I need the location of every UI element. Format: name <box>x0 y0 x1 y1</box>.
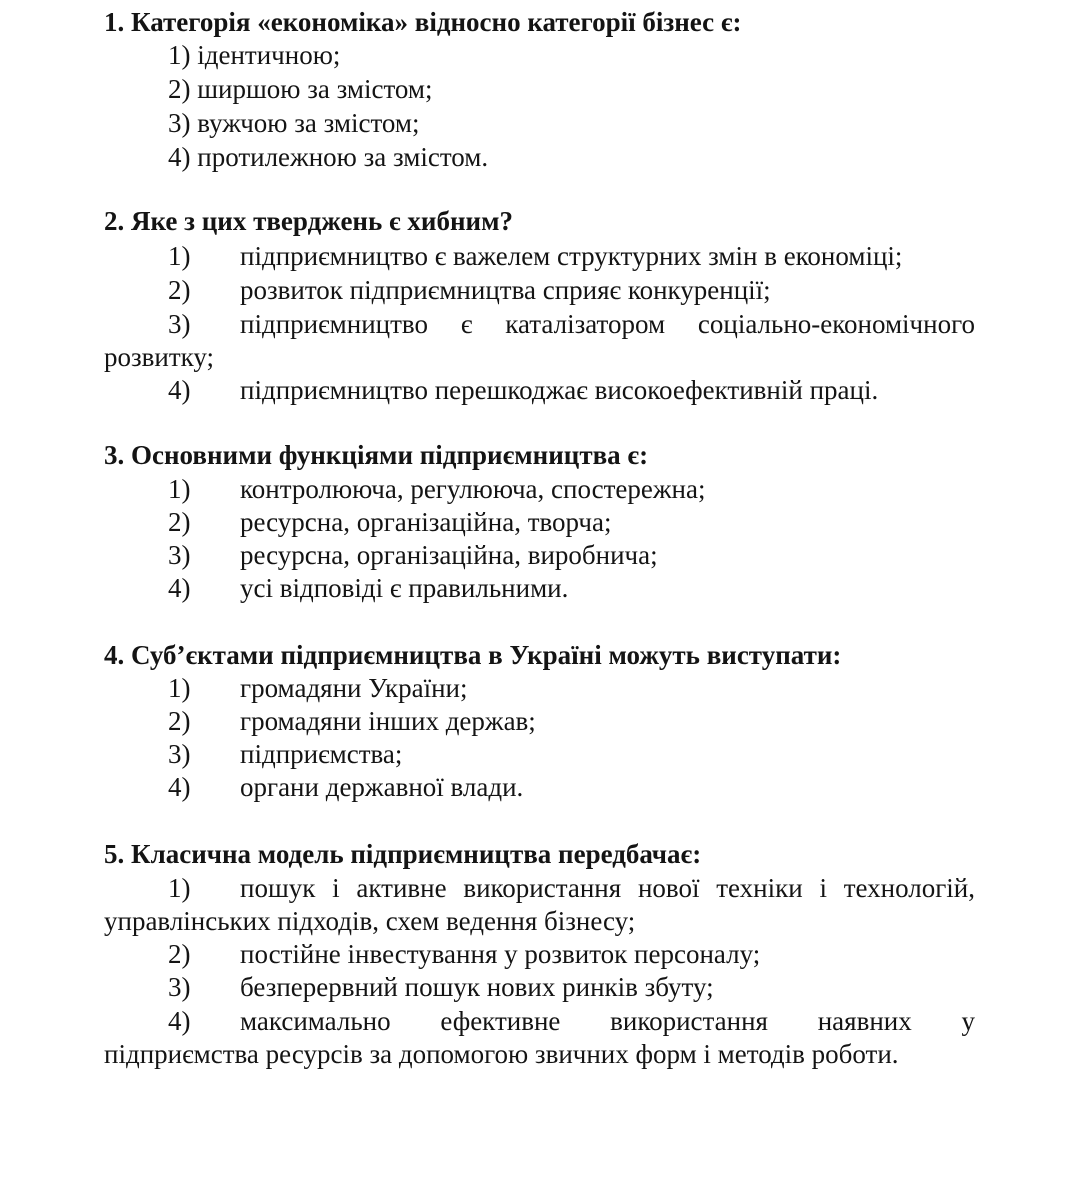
question-4-option-4: органи державної влади. <box>240 772 524 802</box>
question-3-option-2-number: 2) <box>168 507 191 537</box>
question-4-option-2-number: 2) <box>168 706 191 736</box>
option-word: використання <box>610 1006 768 1036</box>
option-word: і <box>332 873 340 903</box>
question-2-option-3 <box>240 307 975 341</box>
question-2-option-1: підприємництво є важелем структурних змін в економіці; <box>240 241 903 271</box>
option-word: активне <box>356 873 447 903</box>
option-word: технологій, <box>843 873 975 903</box>
question-2-option-1-number: 1) <box>168 241 191 271</box>
option-word: каталізатором <box>505 309 666 339</box>
question-1-title: 1. Категорія «економіка» відносно категорії бізнес є: <box>104 7 742 37</box>
option-word: підприємництво <box>240 309 428 339</box>
question-4-option-3: підприємства; <box>240 739 403 769</box>
option-word: є <box>460 309 473 339</box>
question-2-option-4-number: 4) <box>168 375 191 405</box>
question-2-option-3-number: 3) <box>168 309 191 339</box>
question-5-option-3: безперервний пошук нових ринків збуту; <box>240 972 714 1002</box>
question-5-option-3-number: 3) <box>168 972 191 1002</box>
question-3-title: 3. Основними функціями підприємництва є: <box>104 440 649 470</box>
question-5-option-2: постійне інвестування у розвиток персоналу; <box>240 939 761 969</box>
question-4-option-3-number: 3) <box>168 739 191 769</box>
option-word: ефективне <box>440 1006 561 1036</box>
question-4-option-1-number: 1) <box>168 673 191 703</box>
question-5-option-1 <box>240 871 975 905</box>
question-5-option-1-number: 1) <box>168 873 191 903</box>
option-word: нової <box>637 873 700 903</box>
option-word: техніки <box>716 873 803 903</box>
question-4-title: 4. Суб’єктами підприємництва в Україні можуть виступати: <box>104 640 842 670</box>
question-4-option-2: громадяни інших держав; <box>240 706 536 736</box>
option-word: соціально-економічного <box>697 309 975 339</box>
question-1-option-4: 4) протилежною за змістом. <box>168 142 489 172</box>
question-1-option-2: 2) ширшою за змістом; <box>168 74 433 104</box>
question-3-option-4-number: 4) <box>168 573 191 603</box>
option-word: пошук <box>240 873 316 903</box>
question-3-option-4: усі відповіді є правильними. <box>240 573 569 603</box>
option-word: максимально <box>240 1006 391 1036</box>
question-2-option-2-number: 2) <box>168 275 191 305</box>
question-2-title: 2. Яке з цих тверджень є хибним? <box>104 206 513 236</box>
question-5-option-1-continuation: управлінських підходів, схем ведення бізнесу; <box>104 906 636 936</box>
question-2-option-4: підприємництво перешкоджає високоефективній праці. <box>240 375 879 405</box>
question-1-option-1: 1) ідентичною; <box>168 40 341 70</box>
option-word: використання <box>463 873 622 903</box>
question-4-option-1: громадяни України; <box>240 673 468 703</box>
option-word: наявних <box>817 1006 912 1036</box>
question-5-option-4-continuation: підприємства ресурсів за допомогою звичних форм і методів роботи. <box>104 1039 899 1069</box>
question-5-option-4-number: 4) <box>168 1006 191 1036</box>
question-3-option-2: ресурсна, організаційна, творча; <box>240 507 612 537</box>
question-3-option-3-number: 3) <box>168 540 191 570</box>
question-5-option-2-number: 2) <box>168 939 191 969</box>
question-5-title: 5. Класична модель підприємництва передбачає: <box>104 839 702 869</box>
question-2-option-3-continuation: розвитку; <box>104 342 215 372</box>
question-1-option-3: 3) вужчою за змістом; <box>168 108 420 138</box>
question-5-option-4 <box>240 1004 975 1038</box>
question-3-option-1: контролююча, регулююча, спостережна; <box>240 474 706 504</box>
question-4-option-4-number: 4) <box>168 772 191 802</box>
option-word: і <box>819 873 827 903</box>
question-2-option-2: розвиток підприємництва сприяє конкуренції; <box>240 275 771 305</box>
question-3-option-3: ресурсна, організаційна, виробнича; <box>240 540 658 570</box>
option-word: у <box>961 1006 975 1036</box>
question-3-option-1-number: 1) <box>168 474 191 504</box>
